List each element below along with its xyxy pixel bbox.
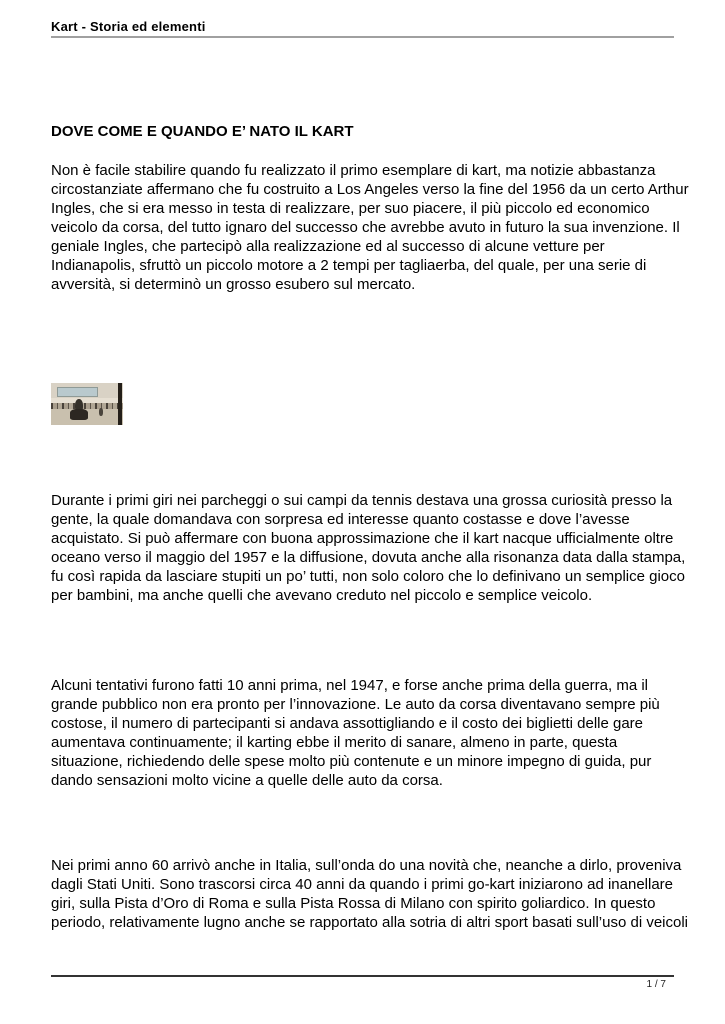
page-header-title: Kart - Storia ed elementi	[51, 19, 206, 34]
photo-kart	[70, 409, 89, 420]
section-heading: DOVE COME E QUANDO E’ NATO IL KART	[51, 123, 354, 140]
paragraph-early-attempts: Alcuni tentativi furono fatti 10 anni prima, nel 1947, e forse anche prima della guerra, ma il grande pubblico non era pronto per l’innovazione. Le auto da corsa diventavano sempre più costose, il numero di partecipanti si andava assottigliando e il costo dei biglietti delle gare aumentava continuamente; il karting ebbe il merito di sanare, almeno in parte, questa situazione, richiedendo delle spese molto più contenute e un minore impegno di guida, pur dando sensazioni molto vicine a quelle delle auto da corsa.	[51, 677, 660, 789]
footer-divider	[51, 975, 674, 977]
paragraph-arrival-in-italy: Nei primi anno 60 arrivò anche in Italia, sull’onda do una novità che, neanche a dirlo, proveniva dagli Stati Uniti. Sono trascorsi circa 40 anni da quando i primi go-kart iniziarono ad inanellare giri, sulla Pista d’Oro di Roma e sulla Pista Rossa di Milano con spirito goliardico. In questo periodo, relativamente lugno anche se rapportato alla sotria di altri sport basati sull’uso di veicoli	[51, 857, 689, 931]
page-number-indicator: 1 / 7	[646, 979, 666, 990]
photo-pole	[118, 383, 122, 425]
paragraph-kart-origins: Non è facile stabilire quando fu realizzato il primo esemplare di kart, ma notizie abbastanza circostanziate affermano che fu costruito a Los Angeles verso la fine del 1956 da un certo Arthur Ingles, che si era messo in testa di realizzare, per suo piacere, il più piccolo ed economico veicolo da corsa, del tutto ignaro del successo che avrebbe avuto in futuro la sua invenzione. Il geniale Ingles, che partecipò alla realizzazione ed al successo di alcune vetture per Indianapolis, sfruttò un piccolo motore a 2 tempi per tagliaerba, del quale, per una serie di avversità, si determinò un grosso esubero sul mercato.	[51, 162, 689, 293]
historic-kart-photo	[51, 383, 123, 425]
paragraph-first-laps: Durante i primi giri nei parcheggi o sui campi da tennis destava una grossa curiosità presso la gente, la quale domandava con sorpresa ed interesse quanto costasse e dove l’avesse acquistato. Si può affermare con buona approssimazione che il kart nacque ufficialmente oltre oceano verso il maggio del 1957 e la diffusione, dovuta anche alla risonanza data dalla stampa, fu così rapida da lasciare stupiti un po’ tutti, non solo coloro che lo definivano un semplice gioco per bambini, ma anche quelli che avevano creduto nel piccolo e semplice veicolo.	[51, 492, 686, 604]
header-divider	[51, 36, 674, 38]
photo-bystander	[99, 408, 103, 416]
photo-building	[57, 387, 97, 397]
